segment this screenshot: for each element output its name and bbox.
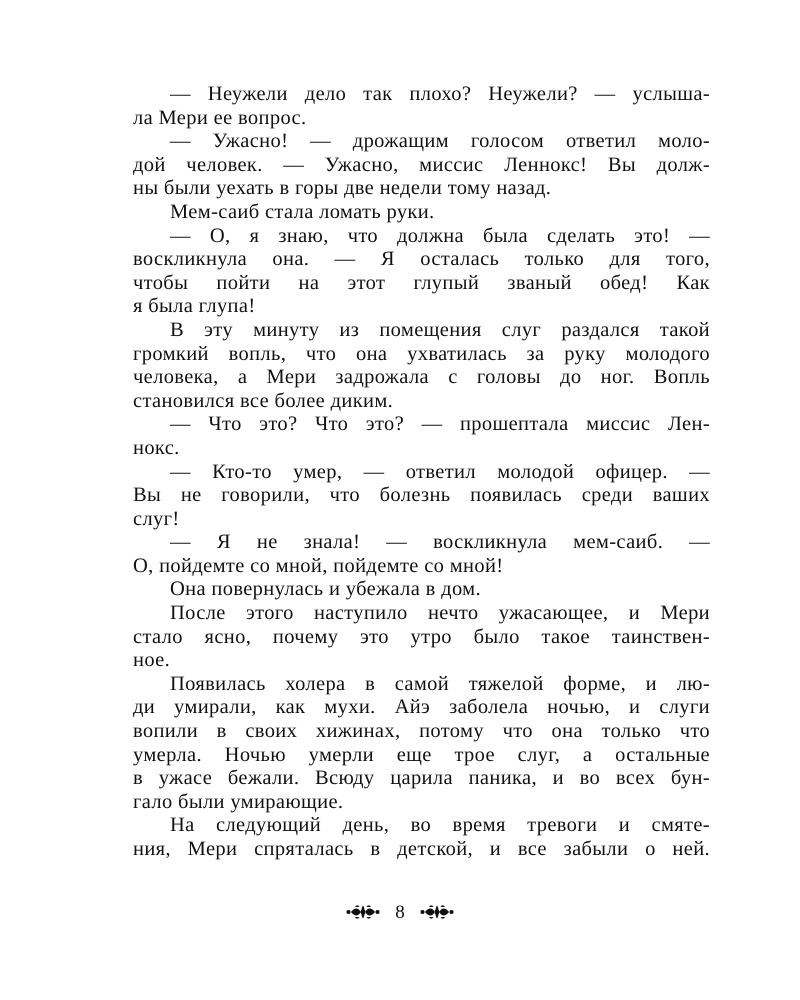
floral-ornament-icon [345,903,381,921]
text-line: я была глупа! [133,295,256,318]
text-line: громкий вопль, что она ухватилась за руку молодого [133,342,710,365]
text-line: гало были умирающие. [133,790,344,813]
text-line: — О, я знаю, что должна была сделать это! — [170,224,710,247]
text-line: дой человек. — Ужасно, миссис Леннокс! Вы долж- [133,153,710,176]
text-line: Мем-саиб стала ломать руки. [170,200,435,223]
text-line: — Что это? Что это? — прошептала миссис Лен- [170,413,710,436]
text-line: — Неужели дело так плохо? Неужели? — услыша- [170,83,710,105]
text-line: Она повернулась и убежала в дом. [170,578,481,601]
body-text [133,83,710,862]
text-line: слуг! [133,507,180,530]
text-line: В эту минуту из помещения слуг раздался такой [170,318,710,341]
text-line: ди умирали, как мухи. Айэ заболела ночью, и слуги [133,696,710,719]
text-line: ное. [133,649,171,672]
text-line: нокс. [133,436,180,459]
text-line: стало ясно, почему это утро было такое таинствен- [133,625,710,648]
floral-ornament-icon [419,903,455,921]
text-line: вопили в своих хижинах, потому что она только что [133,720,710,743]
text-line: ла Мери ее вопрос. [133,106,307,129]
text-line: О, пойдемте со мной, пойдемте со мной! [133,554,504,577]
text-line: На следующий день, во время тревоги и смяте- [170,814,710,837]
text-line: в ужасе бежали. Всюду царила паника, и во всех бун- [133,767,710,790]
text-line: — Я не знала! — воскликнула мем-саиб. — [170,531,710,554]
text-line: становился все более диким. [133,389,394,412]
text-line: ны были уехать в горы две недели тому назад. [133,177,552,200]
text-line: чтобы пойти на этот глупый званый обед! Как [133,271,710,294]
page-footer [0,898,800,926]
text-line: человека, а Мери задрожала с головы до ног. Вопль [133,366,710,389]
text-line: После этого наступило нечто ужасающее, и Мери [170,602,710,625]
text-line: Появилась холера в самой тяжелой форме, и лю- [170,672,710,695]
page-number: 8 [395,902,405,923]
text-line: — Ужасно! — дрожащим голосом ответил моло- [170,130,710,153]
text-line: Вы не говорили, что болезнь появилась среди ваших [133,484,710,507]
text-line: ния, Мери спряталась в детской, и все забыли о ней. [133,838,710,860]
text-line: воскликнула она. — Я осталась только для того, [133,248,710,271]
text-line: умерла. Ночью умерли еще трое слуг, а остальные [133,743,710,766]
text-line: — Кто-то умер, — ответил молодой офицер. — [170,460,710,483]
